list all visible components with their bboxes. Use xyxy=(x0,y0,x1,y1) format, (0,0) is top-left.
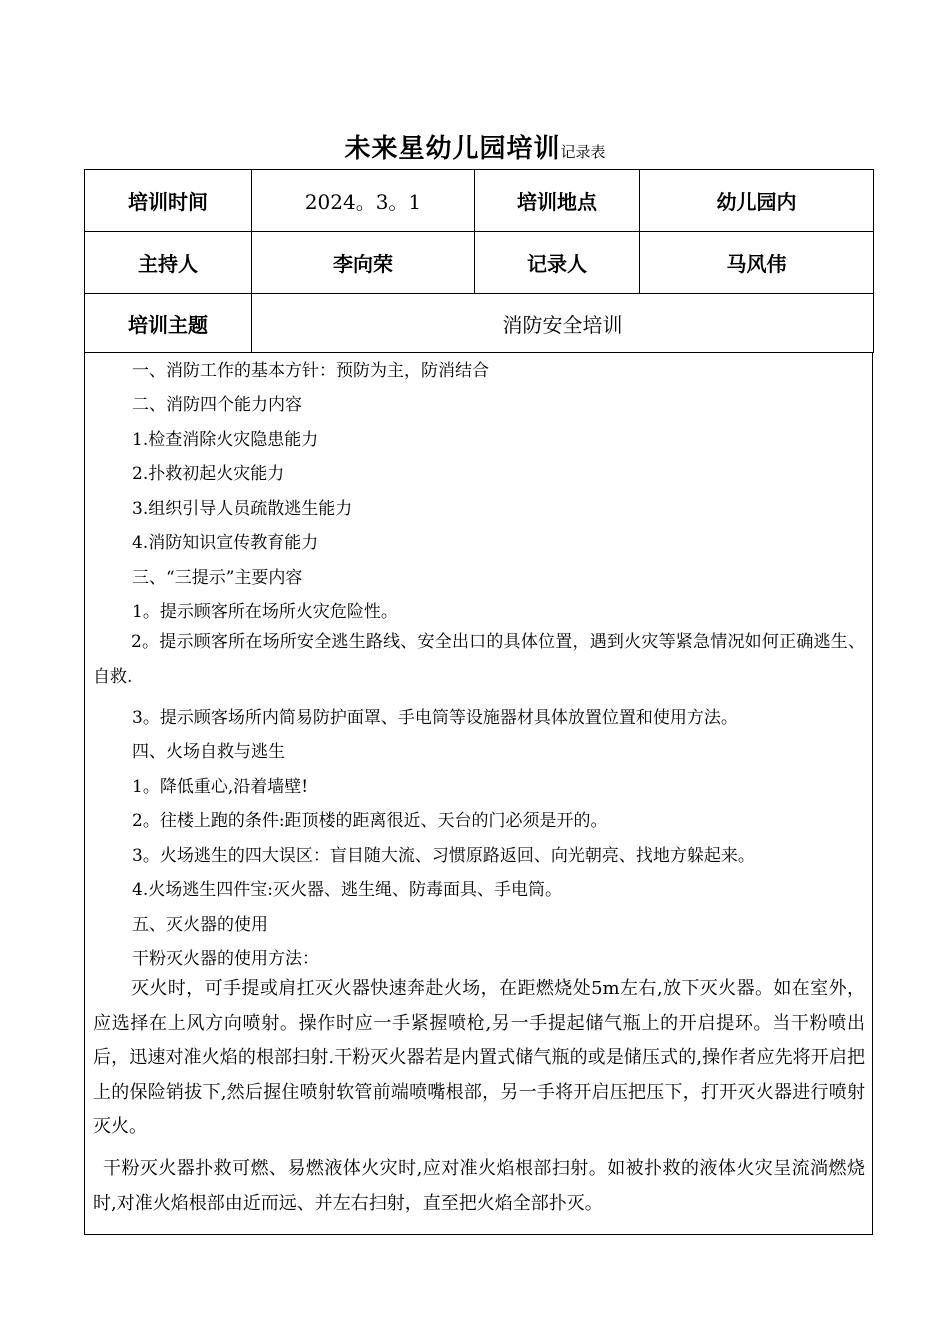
content-line: 三、“三提示”主要内容 xyxy=(132,568,303,588)
title-main: 未来星幼儿园培训 xyxy=(344,134,561,164)
content-paragraph: 灭火时，可手提或肩扛灭火器快速奔赴火场，在距燃烧处5m左右,放下灭火器。如在室外，应选择在上风方向喷射。操作时应一手紧握喷枪,另一手提起储气瓶上的开启提环。当干粉喷出后，迅速对准火焰的根部扫射.干粉灭火器若是内置式储气瓶的或是储压式的,操作者应先将开启把上的保险销拔下,然后握住喷射软管前端喷嘴根部，另一手将开启压把压下，打开灭火器进行喷射灭火。 xyxy=(93,978,865,1137)
document-title xyxy=(0,128,950,165)
title-sub: 记录表 xyxy=(560,143,606,161)
recorder-label: 记录人 xyxy=(475,232,640,294)
info-row-topic xyxy=(85,294,874,353)
time-label: 培训时间 xyxy=(85,170,252,232)
content-paragraph: 2。提示顾客所在场所安全逃生路线、安全出口的具体位置，遇到火灾等紧急情况如何正确逃生、自救. xyxy=(93,632,865,687)
content-line: 4.火场逃生四件宝:灭火器、逃生绳、防毒面具、手电筒。 xyxy=(132,880,562,900)
info-row-time xyxy=(85,170,874,232)
topic-value: 消防安全培训 xyxy=(252,294,874,353)
content-line: 2.扑救初起火灾能力 xyxy=(132,464,285,484)
topic-label: 培训主题 xyxy=(85,294,252,353)
content-line: 3。火场逃生的四大误区：盲目随大流、习惯原路返回、向光朝亮、找地方躲起来。 xyxy=(132,846,755,866)
info-row-people xyxy=(85,232,874,294)
content-line: 二、消防四个能力内容 xyxy=(132,395,302,415)
content-line: 1。提示顾客所在场所火灾危险性。 xyxy=(132,602,398,622)
content-line: 4.消防知识宣传教育能力 xyxy=(132,533,319,553)
content-line: 1。降低重心,沿着墙壁! xyxy=(132,777,309,797)
recorder-value: 马风伟 xyxy=(640,232,874,294)
content-paragraph: 干粉灭火器扑救可燃、易燃液体火灾时,应对准火焰根部扫射。如被扑救的液体火灾呈流淌燃烧时,对准火焰根部由近而远、并左右扫射，直至把火焰全部扑灭。 xyxy=(93,1158,865,1214)
content-line: 3.组织引导人员疏散逃生能力 xyxy=(132,499,353,519)
host-label: 主持人 xyxy=(85,232,252,294)
content-line: 2。往楼上跑的条件:距顶楼的距离很近、天台的门必须是开的。 xyxy=(132,811,608,831)
content-line: 四、火场自救与逃生 xyxy=(132,742,285,762)
place-label: 培训地点 xyxy=(475,170,640,232)
host-value: 李向荣 xyxy=(252,232,475,294)
time-value: 2024。3。1 xyxy=(252,170,475,232)
content-line: 1.检查消除火灾隐患能力 xyxy=(132,430,319,450)
info-table xyxy=(84,169,874,353)
content-line: 3。提示顾客场所内简易防护面罩、手电筒等设施器材具体放置位置和使用方法。 xyxy=(132,708,738,728)
content-line: 五、灭火器的使用 xyxy=(132,915,268,935)
content-line: 一、消防工作的基本方针：预防为主，防消结合 xyxy=(132,361,489,381)
content-box xyxy=(84,352,873,1235)
place-value: 幼儿园内 xyxy=(640,170,874,232)
content-line: 干粉灭火器的使用方法： xyxy=(132,949,319,969)
